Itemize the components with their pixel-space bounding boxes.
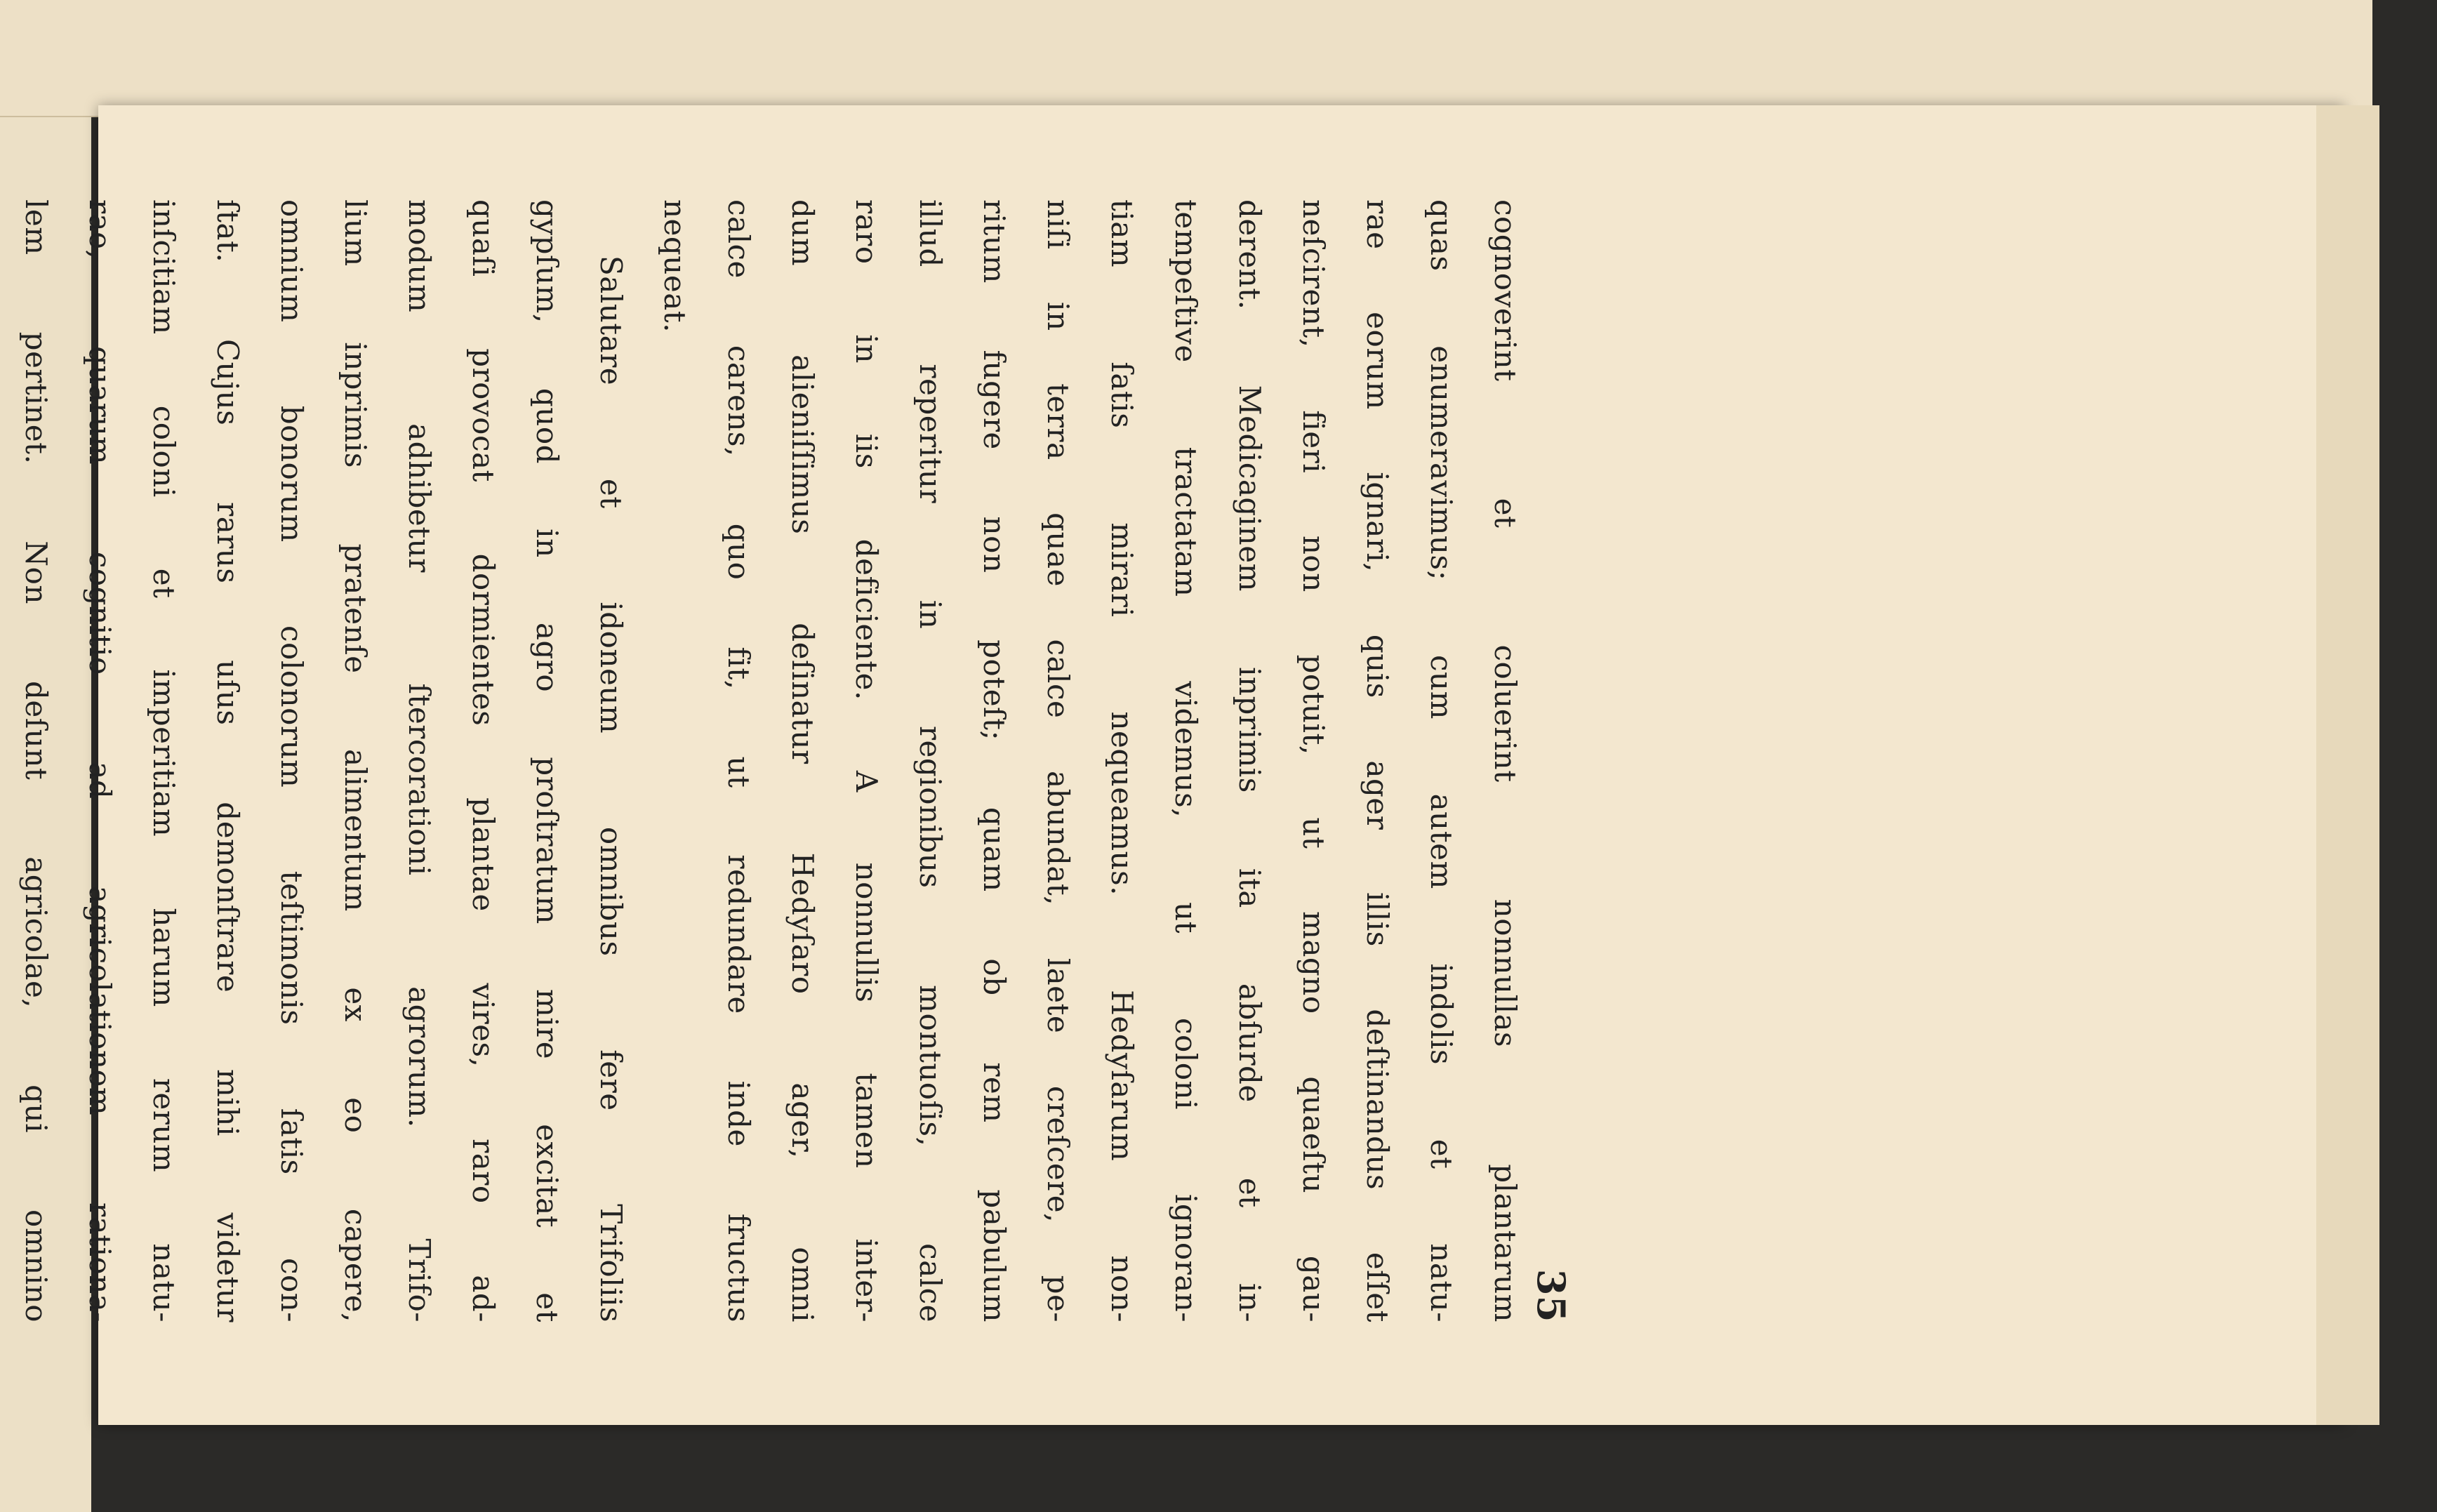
text-line: ſtat. Cujus rarus uſus demonſtrare mihi videtur bbox=[211, 199, 245, 1322]
text-line: tempeſtive tractatam videmus, ut coloni ignoran- bbox=[1169, 199, 1203, 1322]
text-line: illud reperitur in regionibus montuoſis, calce bbox=[913, 199, 948, 1322]
text-line: calce carens, quo fit, ut redundare inde fructus bbox=[722, 199, 756, 1322]
text-line bbox=[0, 199, 4, 1322]
page-gutter-edge bbox=[2316, 105, 2379, 1425]
text-line: quaſi provocat dormientes plantae vires, raro ad- bbox=[466, 199, 500, 1322]
text-line: Salutare et idoneum omnibus fere Trifoliis bbox=[594, 256, 628, 1322]
paragraph-1 bbox=[643, 199, 1537, 1322]
text-line: rae, quarum cognitio ad agricolationem rationa- bbox=[83, 199, 117, 1322]
text-line: niſi in terra quae calce abundat, laete creſcere, pe- bbox=[1041, 199, 1075, 1322]
text-line: derent. Medicaginem inprimis ita abſurde et in- bbox=[1233, 199, 1267, 1322]
text-line: rae eorum ignari, quis ager illis deſtinandus eſſet bbox=[1360, 199, 1395, 1322]
text-line: omnium bonorum colonorum teſtimonis ſatis con- bbox=[274, 199, 309, 1322]
paragraph-2 bbox=[0, 199, 643, 1322]
text-line: tiam ſatis mirari nequeamus. Hedyſarum non- bbox=[1105, 199, 1139, 1322]
body-text bbox=[0, 199, 1537, 1322]
text-line: raro in iis deficiente. A nonnullis tamen inter- bbox=[849, 199, 884, 1322]
text-line: cognoverint et coluerint nonnullas plantarum bbox=[1488, 199, 1522, 1322]
text-line: modum adhibetur ſtercorationi agrorum. Trifo- bbox=[402, 199, 437, 1322]
text-line: ritum fugere non poteſt; quam ob rem pabulum bbox=[977, 199, 1011, 1322]
page-header bbox=[1529, 199, 1574, 1322]
rotated-text-block bbox=[19, 199, 1574, 1322]
text-line: neſcirent, fieri non potuit, ut magno quaeſtu gau- bbox=[1296, 199, 1331, 1322]
previous-page-edge bbox=[0, 0, 2372, 117]
text-line: quas enumeravimus; cum autem indolis et natu- bbox=[1424, 199, 1459, 1322]
page-number: 35 bbox=[1529, 1268, 1574, 1322]
text-line: nequeat. bbox=[658, 199, 692, 333]
text-line: gypſum, quod in agro proſtratum mire excitat et bbox=[530, 199, 564, 1322]
text-line: inſcitiam coloni et imperitiam harum rerum natu- bbox=[147, 199, 181, 1322]
text-line: lem pertinet. Non deſunt agricolae, qui omnino bbox=[19, 199, 53, 1322]
text-line: dum alieniſſimus deſinatur Hedyſaro ager, omni bbox=[785, 199, 820, 1322]
text-line: lium inprimis pratenſe alimentum ex eo capere, bbox=[338, 199, 373, 1322]
